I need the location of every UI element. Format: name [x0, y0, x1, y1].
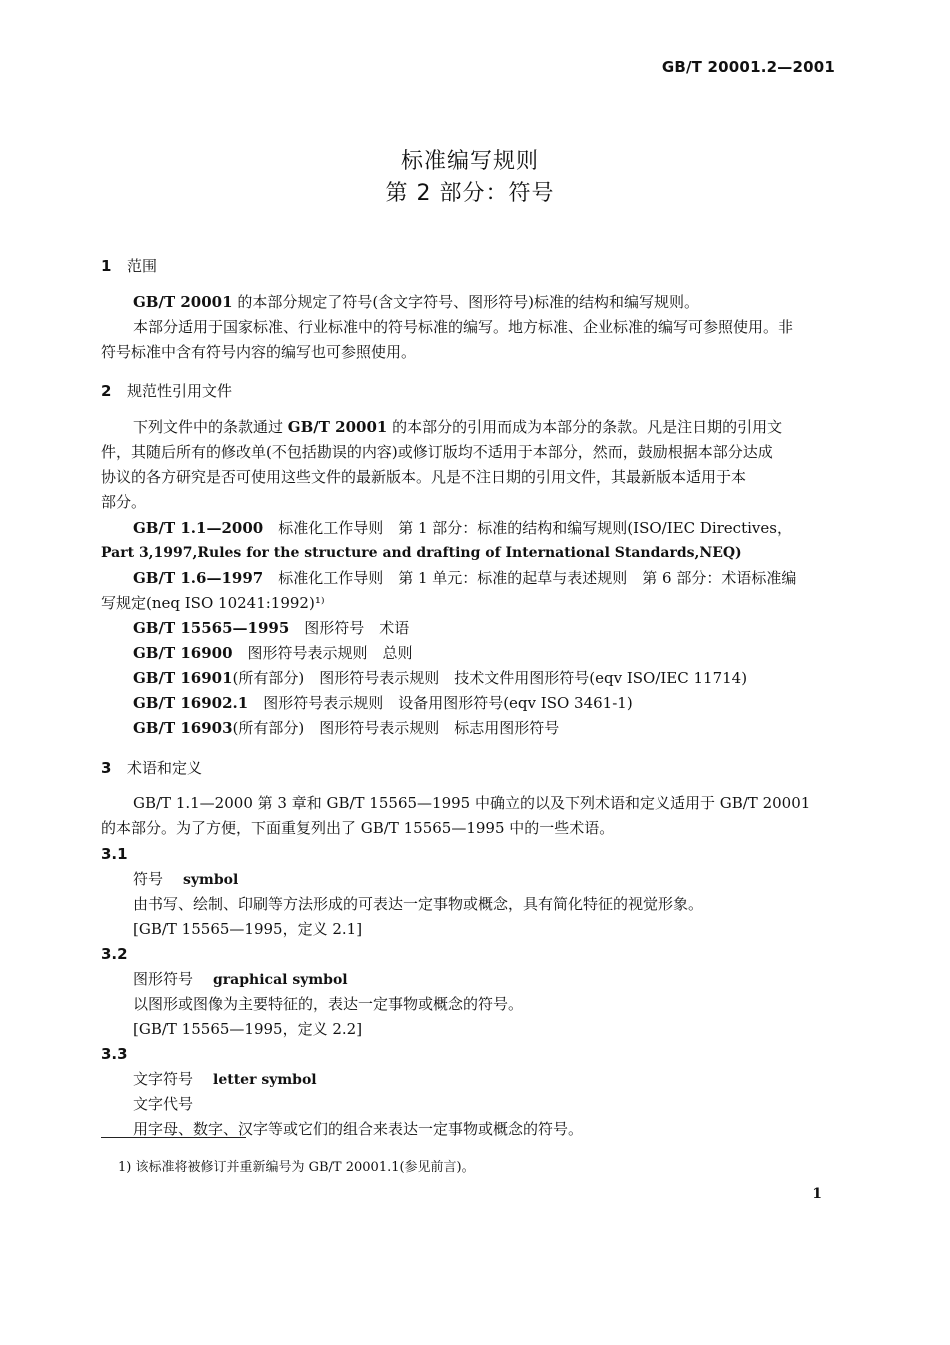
term-english: symbol: [183, 872, 239, 888]
standard-code: GB/T 15565—1995: [133, 619, 290, 637]
section-title: 范围: [127, 257, 158, 275]
standard-code: GB/T 1.6—1997: [133, 569, 264, 587]
term-definition: 用字母、数字、汉字等或它们的组合来表达一定事物或概念的符号。: [133, 1120, 584, 1138]
standard-code: GB/T 16901: [133, 669, 233, 687]
reference-title: 标准化工作导则 第 1 部分：标准的结构和编写规则(ISO/IEC Directives，: [263, 519, 792, 537]
page-number: 1: [812, 1186, 822, 1202]
reference-title: 图形符号表示规则 总则: [232, 644, 413, 662]
term-english: letter symbol: [213, 1072, 317, 1088]
reference-entry: [133, 641, 413, 666]
term-chinese: 图形符号: [133, 970, 194, 988]
term-heading: [133, 867, 238, 893]
term-chinese: 符号: [133, 870, 164, 888]
reference-title: 标准化工作导则 第 1 单元：标准的起草与表述规则 第 6 部分：术语标准编: [263, 569, 797, 587]
paragraph-text: 的本部分规定了符号(含文字符号、图形符号)标准的结构和编写规则。: [232, 293, 700, 311]
footnote-rule: [101, 1137, 246, 1138]
section-2-paragraph-line-2: 件，其随后所有的修改单(不包括勘误的内容)或修订版均不适用于本部分，然而，鼓励根据本部分达成: [101, 443, 773, 461]
document-title: 标准编写规则: [400, 149, 539, 174]
reference-entry: [133, 691, 633, 716]
section-1-paragraph-1: [133, 290, 699, 315]
section-number: 1: [101, 257, 112, 275]
section-title: 规范性引用文件: [127, 382, 233, 400]
standard-code: GB/T 16902.1: [133, 694, 249, 712]
section-3-paragraph-line-1: GB/T 1.1—2000 第 3 章和 GB/T 15565—1995 中确立的以及下列术语和定义适用于 GB/T 20001: [133, 794, 811, 812]
term-source: [GB/T 15565—1995，定义 2.1]: [133, 920, 363, 938]
section-2-paragraph-line-4: 部分。: [101, 493, 147, 511]
section-2-paragraph-line-3: 协议的各方研究是否可使用这些文件的最新版本。凡是不注日期的引用文件，其最新版本适用于本: [101, 468, 747, 486]
term-definition: 由书写、绘制、印刷等方法形成的可表达一定事物或概念，具有简化特征的视觉形象。: [133, 895, 704, 913]
standard-number: GB/T 20001.2—2001: [661, 58, 835, 76]
reference-entry: [133, 666, 747, 691]
term-number: 3.3: [101, 1045, 128, 1063]
section-2-heading: [101, 380, 232, 401]
section-1-paragraph-2-line-1: 本部分适用于国家标准、行业标准中的符号标准的编写。地方标准、企业标准的编写可参照使用。非: [133, 318, 794, 336]
reference-title: 图形符号 术语: [289, 619, 410, 637]
term-number: 3.2: [101, 945, 128, 963]
section-3-heading: [101, 757, 202, 778]
term-number: 3.1: [101, 845, 128, 863]
standard-code: GB/T 20001: [287, 418, 388, 436]
paragraph-text: 下列文件中的条款通过: [133, 418, 288, 436]
standard-code: GB/T 20001: [133, 293, 233, 311]
standard-code: GB/T 1.1—2000: [133, 519, 264, 537]
reference-title: 图形符号表示规则 设备用图形符号(eqv ISO 3461-1): [248, 694, 633, 712]
standard-code: GB/T 16903: [133, 719, 233, 737]
reference-title: (所有部分) 图形符号表示规则 技术文件用图形符号(eqv ISO/IEC 11714): [232, 669, 748, 687]
reference-entry: [133, 616, 409, 641]
reference-entry: [133, 566, 796, 591]
term-english: graphical symbol: [213, 972, 348, 988]
term-definition: 以图形或图像为主要特征的，表达一定事物或概念的符号。: [133, 995, 524, 1013]
section-number: 3: [101, 759, 112, 777]
section-title: 术语和定义: [127, 759, 203, 777]
reference-entry: [133, 716, 559, 741]
term-source: [GB/T 15565—1995，定义 2.2]: [133, 1020, 363, 1038]
term-heading: [133, 1067, 317, 1093]
reference-entry-continued: 写规定(neq ISO 10241:1992)¹⁾: [101, 594, 325, 612]
term-chinese: 文字符号: [133, 1070, 194, 1088]
paragraph-text: 的本部分的引用而成为本部分的条款。凡是注日期的引用文: [387, 418, 783, 436]
section-3-paragraph-line-2: 的本部分。为了方便，下面重复列出了 GB/T 15565—1995 中的一些术语。: [101, 819, 615, 837]
reference-entry: [133, 516, 792, 541]
document-subtitle: 第 2 部分：符号: [385, 181, 555, 206]
footnote: 1) 该标准将被修订并重新编号为 GB/T 20001.1(参见前言)。: [118, 1160, 475, 1175]
section-1-heading: [101, 255, 157, 276]
section-2-paragraph-line-1: [133, 415, 782, 440]
reference-title: (所有部分) 图形符号表示规则 标志用图形符号: [232, 719, 560, 737]
term-heading: [133, 967, 348, 993]
section-number: 2: [101, 382, 112, 400]
reference-entry-continued: Part 3,1997,Rules for the structure and drafting of International Standards,NEQ): [101, 545, 742, 561]
standard-code: GB/T 16900: [133, 644, 233, 662]
section-1-paragraph-2-line-2: 符号标准中含有符号内容的编写也可参照使用。: [101, 343, 417, 361]
term-admitted: 文字代号: [133, 1095, 194, 1113]
